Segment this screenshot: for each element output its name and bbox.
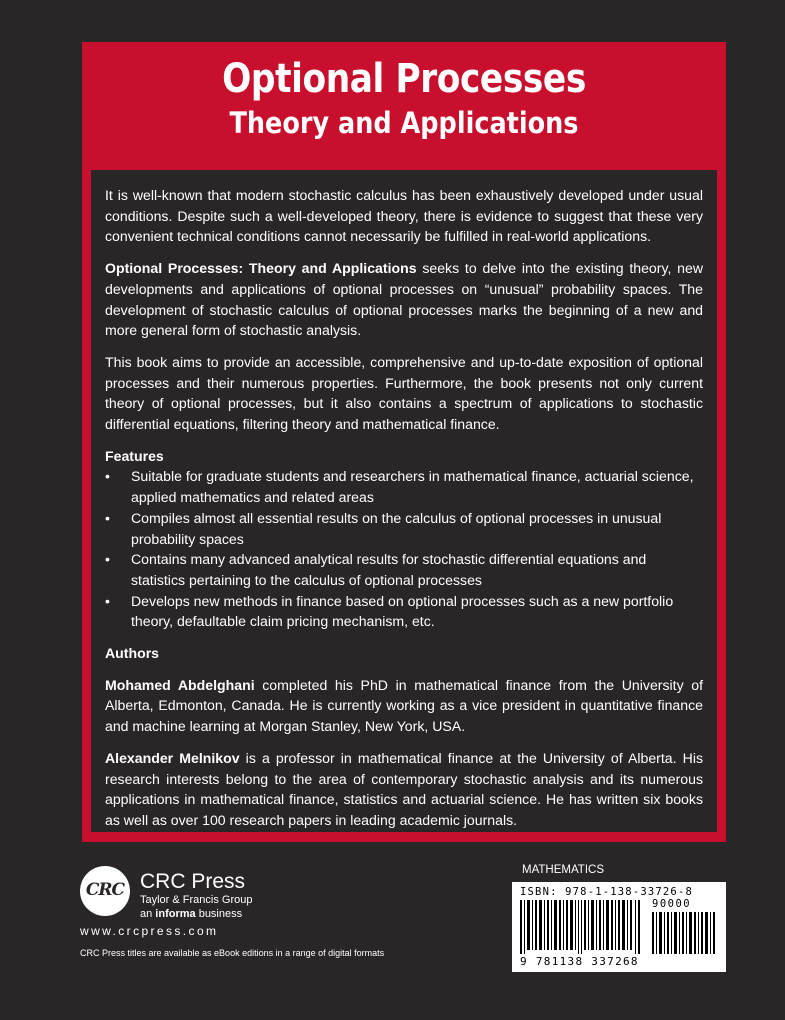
price-barcode-icon <box>652 912 718 954</box>
feature-text: Develops new methods in finance based on optional processes such as a new portfolio theory, defaultable claim pricing mechanism, etc. <box>131 592 674 630</box>
bullet-icon: • <box>105 551 110 568</box>
title-block <box>82 42 726 140</box>
publisher-url: www.crcpress.com <box>80 924 219 938</box>
crc-logo-text: CRC <box>85 880 125 900</box>
price-code: 90000 <box>652 898 692 910</box>
description-paragraph-3: This book aims to provide an accessible, comprehensive and up-to-date exposition of optional processes and their numerous properties. Furthermore, the book presents not only current theory of optional processes, but it also contains a spectrum of applications to stochastic differential equations, filtering theory and mathematical finance. <box>105 353 703 433</box>
features-list <box>105 466 703 632</box>
feature-item <box>105 549 703 590</box>
isbn-label: ISBN: 978-1-138-33726-8 <box>520 886 693 898</box>
author-bio-2-text: is a professor in mathematical finance at the University of Alberta. His research interests belong to the area of contemporary stochastic analysis and its numerous applications in mathematical finance, statistics and actuarial science. He has written six books as well as over 100 research papers in leading academic journals. <box>105 749 703 828</box>
book-title-inline: Optional Processes: Theory and Applications <box>105 260 417 277</box>
informa-brand: informa <box>155 908 196 920</box>
description-paragraph-2-text: seeks to delve into the existing theory, new developments and applications of optional processes on “unusual” probability spaces. The development of stochastic calculus of optional processes marks the beginning of a new and more general form of stochastic analysis. <box>105 260 704 339</box>
bullet-icon: • <box>105 468 110 485</box>
feature-text: Contains many advanced analytical results for stochastic differential equations and statistics pertaining to the calculus of optional processes <box>131 551 647 588</box>
informa-tagline <box>140 908 242 920</box>
bullet-icon: • <box>105 509 110 526</box>
feature-text: Compiles almost all essential results on the calculus of optional processes in unusual probability spaces <box>131 509 662 547</box>
feature-item <box>105 508 703 549</box>
back-cover-footer <box>0 842 785 1020</box>
book-subtitle: Theory and Applications <box>229 106 579 140</box>
author-name-1: Mohamed Abdelghani <box>105 676 255 693</box>
ean-barcode-icon <box>520 900 644 954</box>
description-paragraph-2 <box>105 258 703 341</box>
author-bio-1 <box>105 675 703 737</box>
publisher-name: CRC Press <box>140 870 246 893</box>
book-title: Optional Processes <box>222 56 586 102</box>
description-paragraph-1: It is well-known that modern stochastic calculus has been exhaustively developed under usual conditions. Despite such a well-developed theory, there is evidence to suggest that these very convenient technical conditions cannot necessarily be fulfilled in real-world applications. <box>105 187 703 245</box>
bullet-icon: • <box>105 592 110 609</box>
feature-text: Suitable for graduate students and researchers in mathematical finance, actuarial science, applied mathematics and related areas <box>131 468 694 506</box>
subject-label: MATHEMATICS <box>522 864 604 876</box>
publisher-group: Taylor & Francis Group <box>140 894 253 906</box>
title-frame <box>82 42 726 842</box>
description-panel <box>91 170 717 832</box>
informa-prefix: an <box>140 908 156 920</box>
author-bio-2 <box>105 748 703 831</box>
features-heading: Features <box>105 447 164 464</box>
authors-heading: Authors <box>105 645 160 662</box>
ean-digits: 9 781138 337268 <box>520 955 639 968</box>
feature-item <box>105 466 703 507</box>
informa-suffix: business <box>195 908 243 920</box>
barcode-box <box>512 882 726 972</box>
author-name-2: Alexander Melnikov <box>105 749 240 766</box>
ebook-note: CRC Press titles are available as eBook editions in a range of digital formats <box>80 948 385 958</box>
feature-item <box>105 591 703 632</box>
author-bio-1-text: completed his PhD in mathematical finance from the University of Alberta, Edmonton, Canada. He is currently working as a vice president in quantitative finance and machine learning at Morgan Stanley, New York, USA. <box>105 676 704 735</box>
crc-logo-icon <box>80 866 130 916</box>
